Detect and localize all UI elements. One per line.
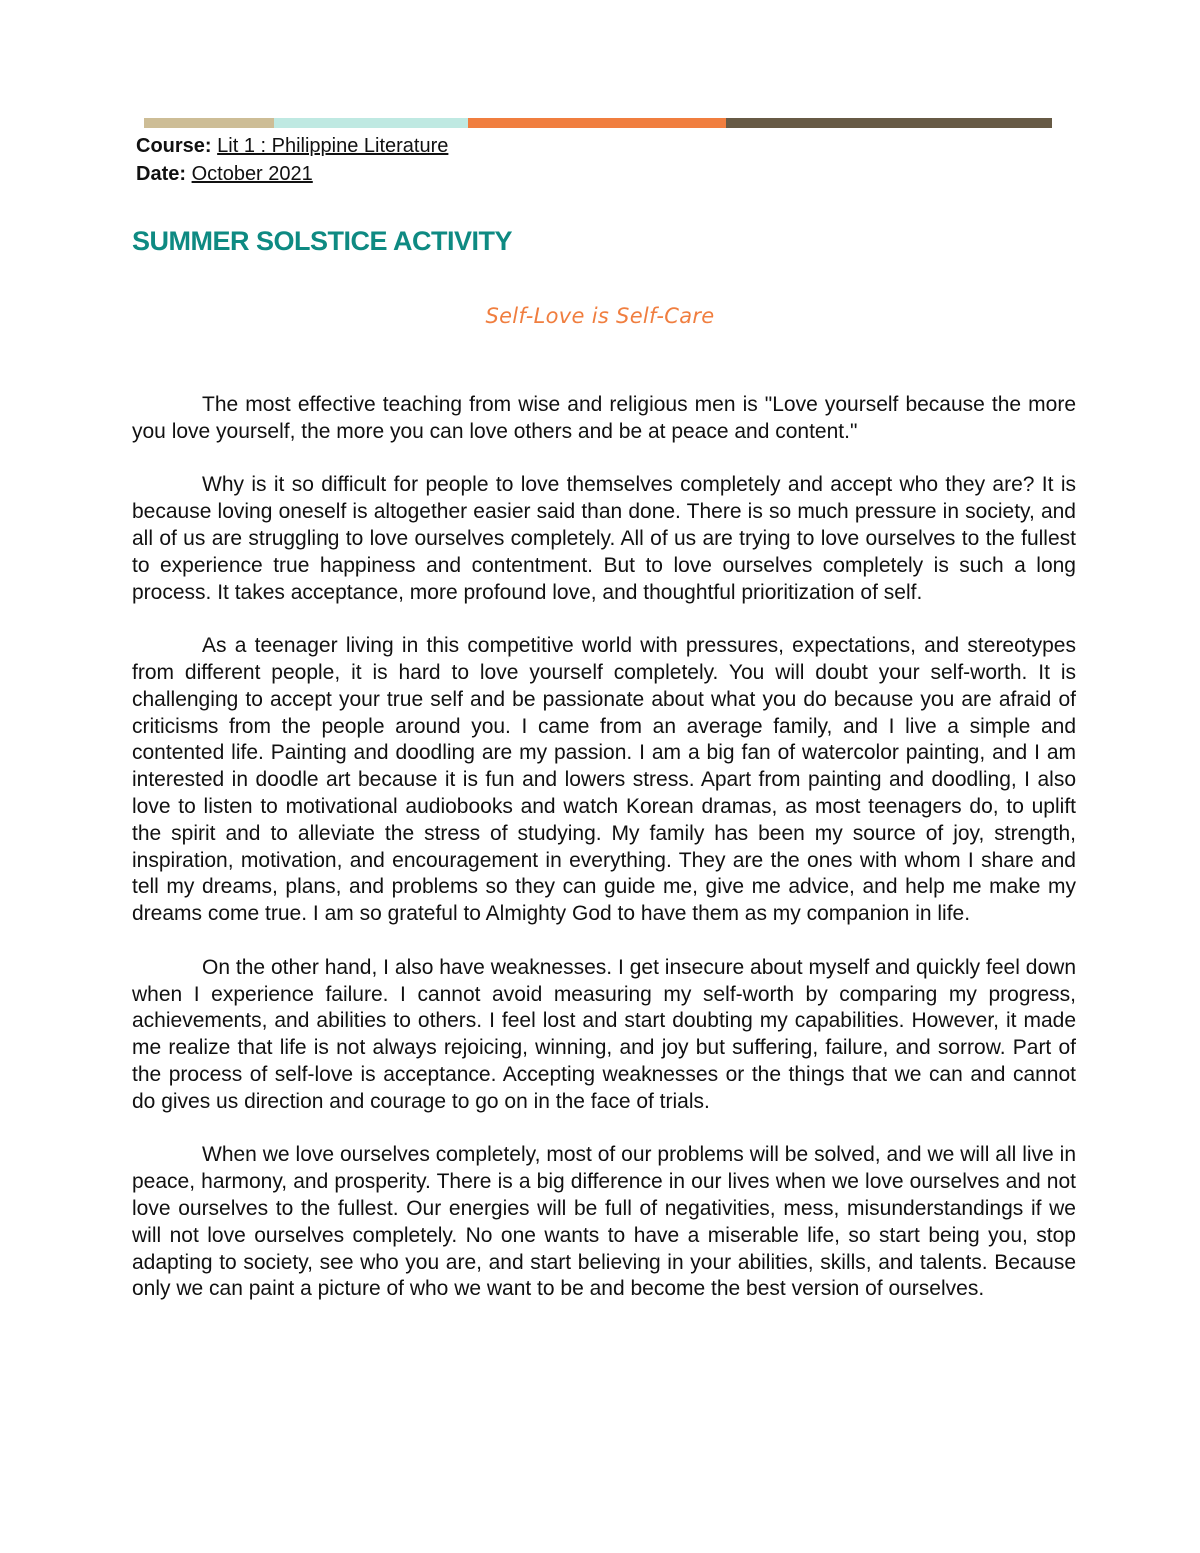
essay-title: Self-Love is Self-Care: [485, 304, 715, 328]
course-label: Course:: [136, 135, 212, 157]
color-bar-segment-tan: [144, 118, 274, 128]
paragraph-1: The most effective teaching from wise and religious men is "Love yourself because the more you love yourself, the more you can love others and be at peace and content.": [132, 393, 1076, 443]
color-bar-segment-aqua: [274, 118, 468, 128]
document-meta: [136, 132, 448, 188]
course-value: Lit 1 : Philippine Literature: [217, 135, 449, 157]
color-bar-segment-orange: [468, 118, 726, 128]
date-label: Date:: [136, 163, 187, 185]
paragraph-5: When we love ourselves completely, most of our problems will be solved, and we will all live in peace, harmony, and prosperity. There is a big difference in our lives when we love ourselves and not love ourselves to the fullest. Our energies will be full of negativities, mess, misunderstandings if we will not love ourselves completely. No one wants to have a miserable life, so start being you, stop adapting to society, see who you are, and start believing in your abilities, skills, and talents. Because only we can paint a picture of who we want to be and become the best version of ourselves.: [132, 1143, 1076, 1301]
date-value: October 2021: [191, 163, 313, 185]
decorative-color-bar: [144, 118, 1052, 128]
paragraph-2: Why is it so difficult for people to love themselves completely and accept who they are? It is because loving oneself is altogether easier said than done. There is so much pressure in society, and all of us are struggling to love ourselves completely. All of us are trying to love ourselves to the fullest to experience true happiness and contentment. But to love ourselves completely is such a long process. It takes acceptance, more profound love, and thoughtful prioritization of self.: [132, 473, 1076, 604]
course-line: [136, 132, 448, 160]
activity-title: SUMMER SOLSTICE ACTIVITY: [132, 226, 513, 256]
date-line: [136, 160, 448, 188]
essay-body: [132, 392, 1076, 1330]
paragraph-4: On the other hand, I also have weaknesses. I get insecure about myself and quickly feel down when I experience failure. I cannot avoid measuring my self-worth by comparing my progress, achievements, and abilities to others. I feel lost and start doubting my capabilities. However, it made me realize that life is not always rejoicing, winning, and joy but suffering, failure, and sorrow. Part of the process of self-love is acceptance. Accepting weaknesses or the things that we can and cannot do gives us direction and courage to go on in the face of trials.: [132, 955, 1076, 1113]
color-bar-segment-brown: [726, 118, 1052, 128]
paragraph-3: As a teenager living in this competitive world with pressures, expectations, and stereotypes from different people, it is hard to love yourself completely. You will doubt your self-worth. It is challenging to accept your true self and be passionate about what you do because you are afraid of criticisms from the people around you. I came from an average family, and I live a simple and contented life. Painting and doodling are my passion. I am a big fan of watercolor painting, and I am interested in doodle art because it is fun and lowers stress. Apart from painting and doodling, I also love to listen to motivational audiobooks and watch Korean dramas, as most teenagers do, to uplift the spirit and to alleviate the stress of studying. My family has been my source of joy, strength, inspiration, motivation, and encouragement in everything. They are the ones with whom I share and tell my dreams, plans, and problems so they can guide me, give me advice, and help me make my dreams come true. I am so grateful to Almighty God to have them as my companion in life.: [132, 634, 1076, 926]
